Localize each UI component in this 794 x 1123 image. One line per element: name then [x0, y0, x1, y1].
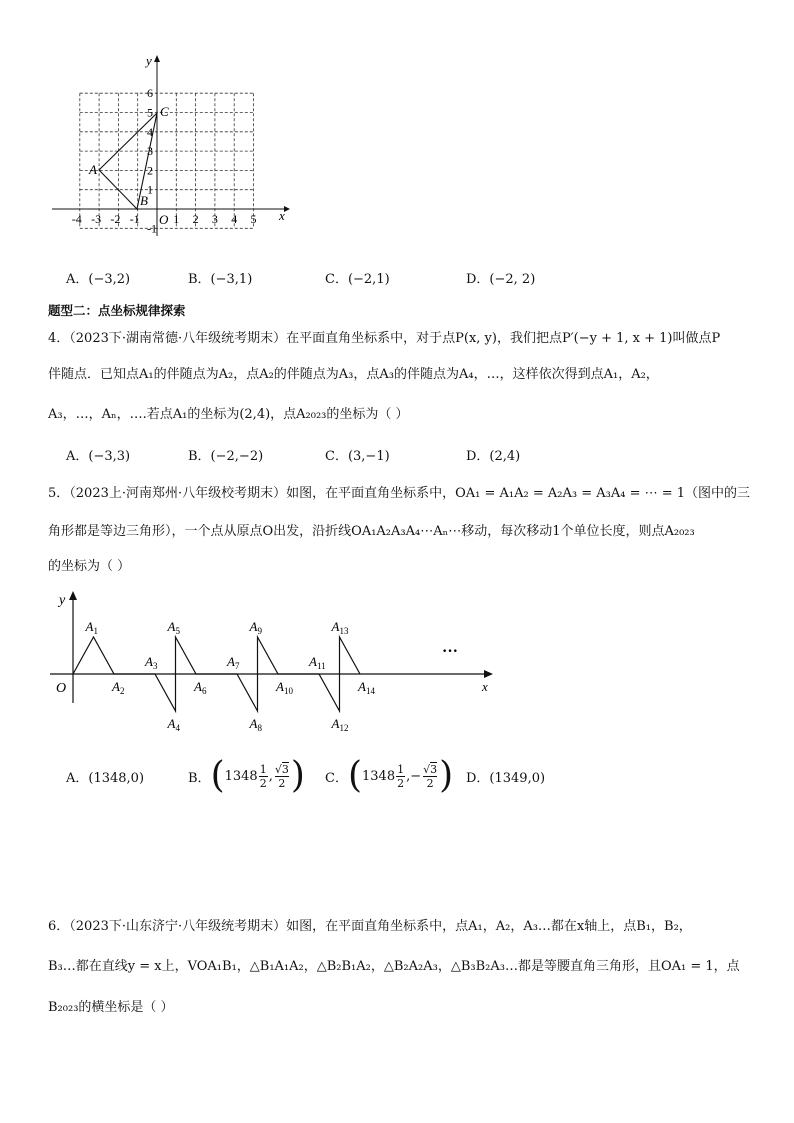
q4-option-c[interactable]: C．(3,−1)	[325, 449, 390, 464]
q5-option-c-den2: 2	[426, 776, 434, 790]
q4-text-line3: A₃，…，Aₙ，….若点A₁的坐标为(2,4)，点A₂₀₂₃的坐标为（ ）	[48, 407, 409, 422]
q5-point-label: $A_{11}$	[309, 654, 326, 671]
q5-option-a[interactable]: A．(1348,0)	[66, 771, 145, 786]
q3-y-tick-label: 3	[147, 144, 153, 159]
q5-text-line2: 角形都是等边三角形），一个点从原点O出发，沿折线OA₁A₂A₃A₄⋯Aₙ⋯移动，每次移动1个单位长度，则点A₂₀₂₃	[48, 524, 695, 539]
q5-point-label: $A_8$	[249, 716, 262, 733]
q5-point-label: $A_6$	[194, 679, 207, 696]
q5-option-c-num: 1	[397, 762, 405, 776]
q3-x-tick-label: -1	[129, 212, 140, 226]
q5-text-line3: 的坐标为（ ）	[48, 559, 131, 574]
q5-option-d[interactable]: D．(1349,0)	[466, 771, 546, 786]
q5-option-c-rparen: )	[439, 755, 454, 796]
section-title: 题型二：点坐标规律探索	[48, 303, 186, 318]
q3-x-tick-label: -3	[91, 212, 102, 226]
q5-option-c-int: 1348	[362, 768, 396, 784]
q5-option-c[interactable]: C． ( 1348 $\frac{1}{2}$ ,− $\frac{√3}{2}$ )	[325, 755, 454, 796]
q5-point-label: $A_5$	[167, 619, 180, 636]
q5-option-b-den: 2	[259, 776, 267, 790]
q3-point-c-label: C	[160, 104, 169, 119]
q5-option-c-lparen: (	[347, 755, 362, 796]
q5-triangles-polyline	[73, 637, 360, 711]
q3-point-a-label: A	[89, 162, 97, 177]
q5-option-b-int: 1348	[224, 768, 258, 784]
q5-option-c-den: 2	[397, 776, 405, 790]
q5-x-label: x	[482, 679, 488, 694]
q3-x-tick-label: -4	[71, 212, 82, 226]
q4-option-a[interactable]: A．(−3,3)	[66, 449, 131, 464]
q5-zigzag-graph	[44, 588, 504, 736]
q3-x-tick-label: 4	[231, 212, 238, 226]
q5-point-label: $A_7$	[227, 654, 240, 671]
q3-y-tick-label: 6	[147, 86, 153, 101]
q5-y-label: y	[59, 593, 66, 608]
q3-x-tick-label: -2	[110, 212, 121, 226]
q3-y-label: y	[146, 53, 152, 68]
q5-point-label: $A_3$	[145, 654, 158, 671]
q5-option-b[interactable]: B． ( 1348 $\frac{1}{2}$ , √3 2 )	[188, 755, 305, 796]
q3-y-tick-label: 5	[147, 105, 153, 120]
q3-option-d[interactable]: D．(−2, 2)	[466, 272, 536, 287]
q5-ellipsis: ···	[442, 643, 459, 660]
q3-option-c[interactable]: C．(−2,1)	[325, 272, 390, 287]
q4-option-b[interactable]: B．(−2,−2)	[188, 449, 264, 464]
q3-origin-label: O	[159, 212, 169, 227]
q3-x-label: x	[279, 208, 285, 223]
q5-option-c-radicand: 3	[430, 762, 438, 776]
q5-point-label: $A_9$	[249, 619, 262, 636]
q5-point-label: $A_{10}$	[276, 679, 293, 696]
q3-coordinate-graph	[44, 52, 294, 242]
q5-point-label: $A_2$	[112, 679, 125, 696]
q5-option-c-prefix: C．	[325, 770, 348, 786]
q5-point-label: $A_{14}$	[358, 679, 375, 696]
q3-y-tick-label: 1	[147, 182, 153, 197]
q3-x-tick-label: 3	[211, 212, 218, 226]
q4-option-d[interactable]: D．(2,4)	[466, 449, 521, 464]
q3-y-tick-label: 4	[147, 124, 153, 139]
q3-x-tick-label: 2	[192, 212, 199, 226]
q3-y-tick-label: 2	[147, 163, 153, 178]
q3-y-tick-label: -1	[147, 221, 157, 236]
q3-option-a[interactable]: A．(−3,2)	[66, 272, 131, 287]
q5-option-b-radicand: 3	[281, 762, 289, 776]
q5-text-line1: 5．（2023上·河南郑州·八年级校考期末）如图，在平面直角坐标系中，OA₁ = A₁A₂ = A₂A₃ = A₃A₄ = ⋯ = 1（图中的三	[48, 486, 751, 501]
q5-option-b-den2: 2	[278, 776, 286, 790]
q6-text-line1: 6．（2023下·山东济宁·八年级统考期末）如图，在平面直角坐标系中，点A₁，A₂，A₃…都在x轴上，点B₁，B₂，	[48, 919, 692, 934]
q3-x-tick-label: 1	[173, 212, 180, 226]
q5-option-b-rparen: )	[290, 755, 305, 796]
q5-point-label: $A_4$	[167, 716, 180, 733]
q6-text-line3: B₂₀₂₃的横坐标是（ ）	[48, 1000, 174, 1015]
q5-point-label: $A_{13}$	[331, 619, 349, 636]
q6-text-line2: B₃…都在直线y = x上，VOA₁B₁，△B₁A₁A₂，△B₂B₁A₂，△B₂A₂A₃，△B₃B₂A₃…都是等腰直角三角形，且OA₁ = 1，点	[48, 959, 740, 974]
q5-point-label: $A_1$	[85, 619, 98, 636]
q4-text-line1: 4．（2023下·湖南常德·八年级统考期末）在平面直角坐标系中，对于点P(x, y)，我们把点P′(−y + 1, x + 1)叫做点P	[48, 331, 721, 346]
q3-point-b-label: B	[140, 193, 148, 208]
q3-x-tick-label: 5	[250, 212, 257, 226]
q4-text-line2: 伴随点．已知点A₁的伴随点为A₂，点A₂的伴随点为A₃，点A₃的伴随点为A₄，…，这样依次得到点A₁，A₂，	[48, 367, 659, 382]
q5-option-b-lparen: (	[210, 755, 225, 796]
q3-option-b[interactable]: B．(−3,1)	[188, 272, 253, 287]
q5-option-b-num: 1	[259, 762, 267, 776]
q5-point-label: $A_{12}$	[331, 716, 349, 733]
q5-option-b-prefix: B．	[188, 770, 211, 786]
q5-origin-label: O	[56, 681, 67, 696]
